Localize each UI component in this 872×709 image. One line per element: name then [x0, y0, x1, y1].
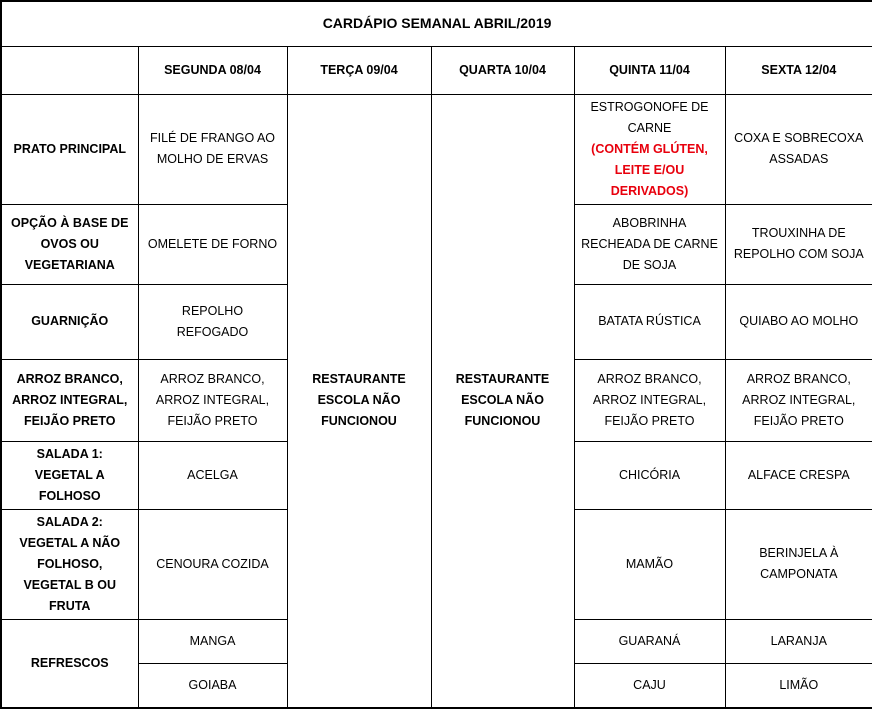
- cell-quinta-refresco-2: CAJU: [574, 663, 725, 708]
- closed-notice-terca: RESTAURANTE ESCOLA NÃO FUNCIONOU: [287, 94, 431, 708]
- row-label-refrescos: REFRESCOS: [1, 619, 138, 708]
- cell-segunda-opcao: OMELETE DE FORNO: [138, 204, 287, 284]
- cell-sexta-refresco-2: LIMÃO: [725, 663, 872, 708]
- corner-cell: [1, 46, 138, 94]
- cell-sexta-refresco-1: LARANJA: [725, 619, 872, 663]
- page-title: CARDÁPIO SEMANAL ABRIL/2019: [1, 1, 872, 46]
- day-header-terca: TERÇA 09/04: [287, 46, 431, 94]
- cell-quinta-guarnicao: BATATA RÚSTICA: [574, 284, 725, 359]
- cell-segunda-prato-principal: FILÉ DE FRANGO AO MOLHO DE ERVAS: [138, 94, 287, 204]
- cell-segunda-salada2: CENOURA COZIDA: [138, 509, 287, 619]
- row-label-salada-2: SALADA 2: VEGETAL A NÃO FOLHOSO, VEGETAL B OU FRUTA: [1, 509, 138, 619]
- cell-quinta-refresco-1: GUARANÁ: [574, 619, 725, 663]
- day-header-segunda: SEGUNDA 08/04: [138, 46, 287, 94]
- row-label-arroz-feijao: ARROZ BRANCO, ARROZ INTEGRAL, FEIJÃO PRETO: [1, 359, 138, 441]
- header-row: [1, 46, 872, 94]
- row-label-guarnicao: GUARNIÇÃO: [1, 284, 138, 359]
- cell-segunda-refresco-1: MANGA: [138, 619, 287, 663]
- cell-sexta-opcao: TROUXINHA DE REPOLHO COM SOJA: [725, 204, 872, 284]
- cell-segunda-arroz: ARROZ BRANCO, ARROZ INTEGRAL, FEIJÃO PRETO: [138, 359, 287, 441]
- day-header-quinta: QUINTA 11/04: [574, 46, 725, 94]
- allergen-warning: (CONTÉM GLÚTEN, LEITE E/OU DERIVADOS): [591, 141, 708, 198]
- cell-quinta-arroz: ARROZ BRANCO, ARROZ INTEGRAL, FEIJÃO PRETO: [574, 359, 725, 441]
- row-label-opcao-vegetariana: OPÇÃO À BASE DE OVOS OU VEGETARIANA: [1, 204, 138, 284]
- row-label-prato-principal: PRATO PRINCIPAL: [1, 94, 138, 204]
- closed-notice-quarta: RESTAURANTE ESCOLA NÃO FUNCIONOU: [431, 94, 574, 708]
- cell-sexta-salada1: ALFACE CRESPA: [725, 441, 872, 509]
- cell-sexta-prato-principal: COXA E SOBRECOXA ASSADAS: [725, 94, 872, 204]
- cell-sexta-arroz: ARROZ BRANCO, ARROZ INTEGRAL, FEIJÃO PRETO: [725, 359, 872, 441]
- title-row: [1, 1, 872, 46]
- cell-segunda-salada1: ACELGA: [138, 441, 287, 509]
- cell-quinta-prato-principal: [574, 94, 725, 204]
- cell-quinta-salada2: MAMÃO: [574, 509, 725, 619]
- row-prato-principal: [1, 94, 872, 204]
- row-label-salada-1: SALADA 1: VEGETAL A FOLHOSO: [1, 441, 138, 509]
- day-header-quarta: QUARTA 10/04: [431, 46, 574, 94]
- cell-sexta-guarnicao: QUIABO AO MOLHO: [725, 284, 872, 359]
- dish-name: ESTROGONOFE DE CARNE: [590, 99, 709, 135]
- cell-quinta-salada1: CHICÓRIA: [574, 441, 725, 509]
- cell-quinta-opcao: ABOBRINHA RECHEADA DE CARNE DE SOJA: [574, 204, 725, 284]
- cell-segunda-guarnicao: REPOLHO REFOGADO: [138, 284, 287, 359]
- cell-sexta-salada2: BERINJELA À CAMPONATA: [725, 509, 872, 619]
- cell-segunda-refresco-2: GOIABA: [138, 663, 287, 708]
- day-header-sexta: SEXTA 12/04: [725, 46, 872, 94]
